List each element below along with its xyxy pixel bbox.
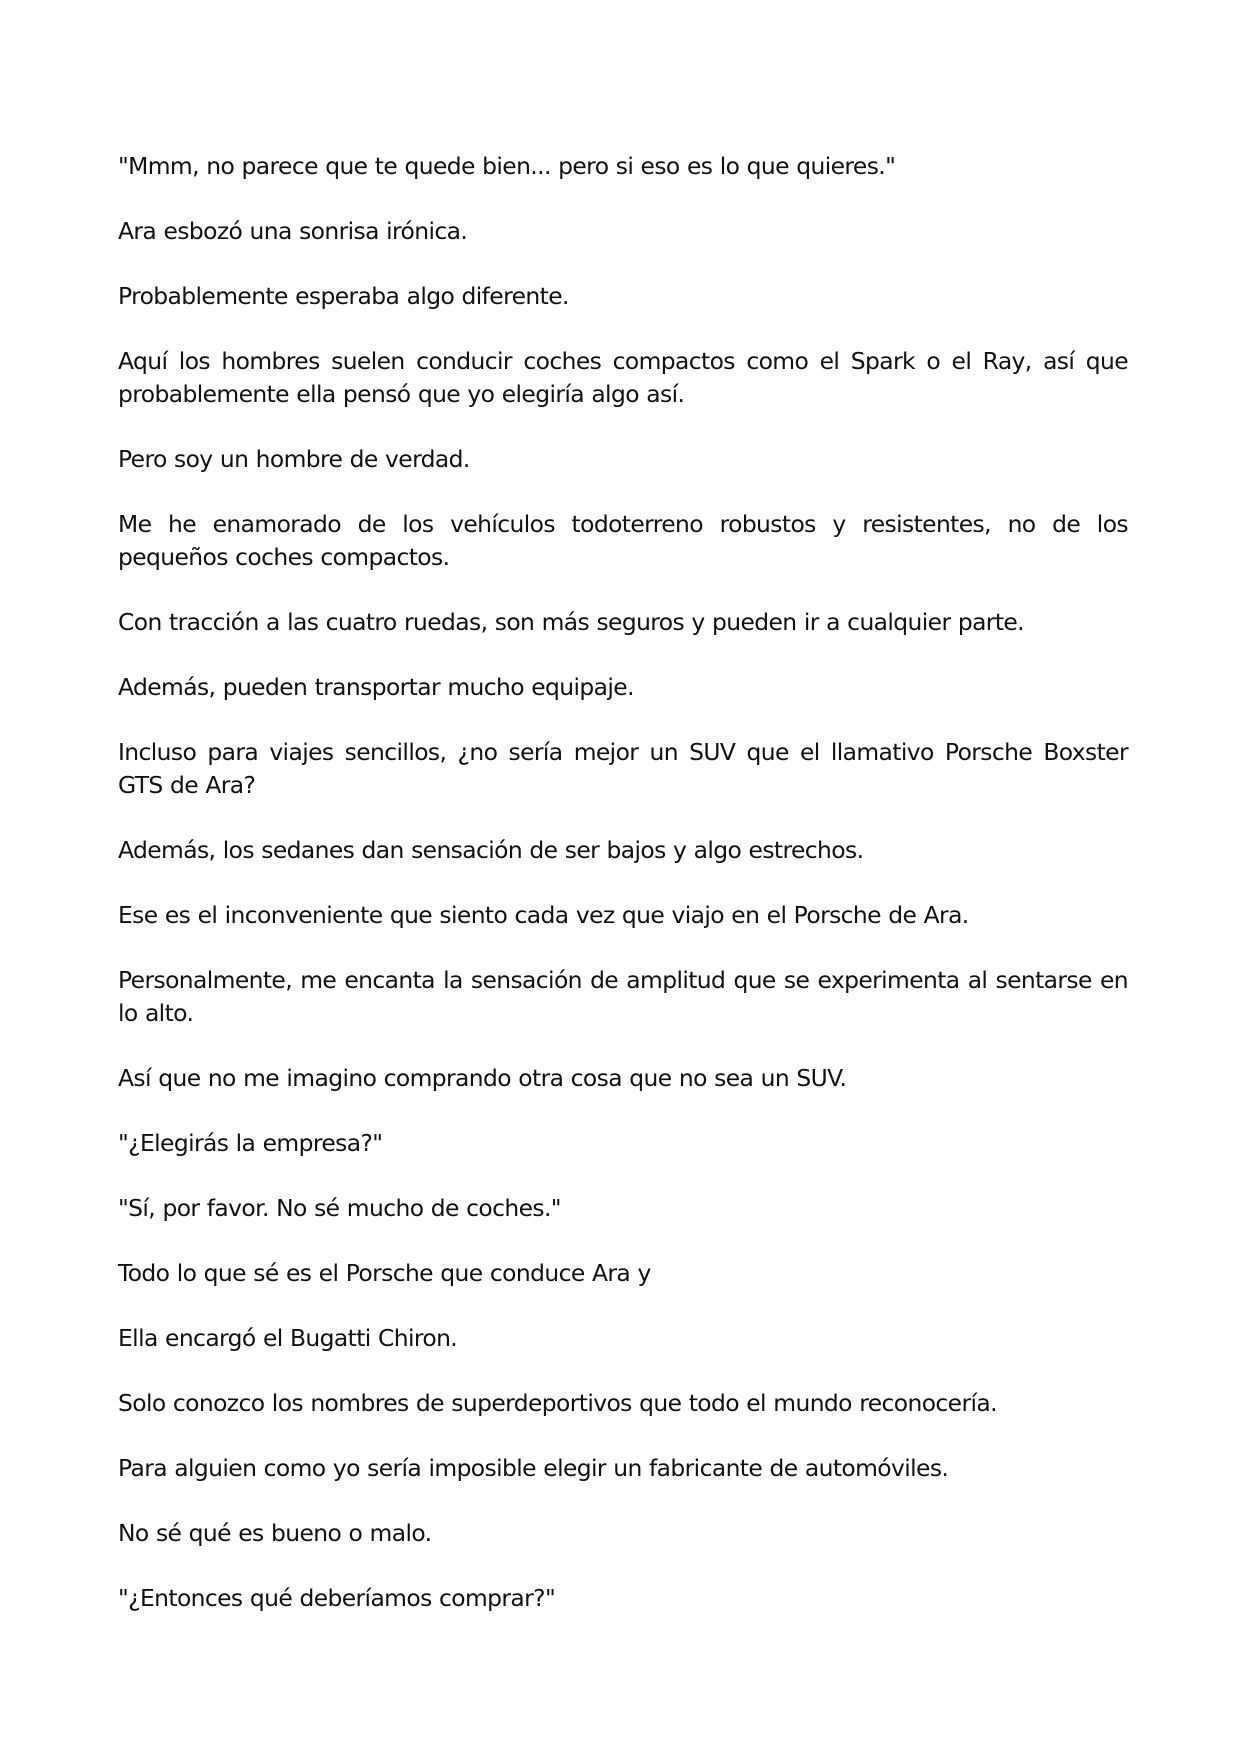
- paragraph: "¿Elegirás la empresa?": [118, 1129, 383, 1157]
- paragraph: Incluso para viajes sencillos, ¿no sería mejor un SUV que el llamativo Porsche Boxster GTS de Ara?: [118, 738, 1128, 799]
- paragraph: Me he enamorado de los vehículos todoterreno robustos y resistentes, no de los pequeños coches compactos.: [118, 510, 1128, 571]
- paragraph: Además, pueden transportar mucho equipaje.: [118, 673, 634, 701]
- paragraph: "Sí, por favor. No sé mucho de coches.": [118, 1194, 561, 1222]
- paragraph: "¿Entonces qué deberíamos comprar?": [118, 1584, 556, 1612]
- paragraph: Solo conozco los nombres de superdeportivos que todo el mundo reconocería.: [118, 1389, 997, 1417]
- paragraph: Pero soy un hombre de verdad.: [118, 445, 470, 473]
- paragraph: Probablemente esperaba algo diferente.: [118, 282, 569, 310]
- paragraph: "Mmm, no parece que te quede bien... pero si eso es lo que quieres.": [118, 152, 896, 180]
- text-body: [118, 150, 1128, 1647]
- paragraph: Con tracción a las cuatro ruedas, son más seguros y pueden ir a cualquier parte.: [118, 608, 1025, 636]
- paragraph: Ese es el inconveniente que siento cada vez que viajo en el Porsche de Ara.: [118, 901, 969, 929]
- paragraph: Aquí los hombres suelen conducir coches compactos como el Spark o el Ray, así que probablemente ella pensó que yo elegiría algo así.: [118, 347, 1128, 408]
- paragraph: Todo lo que sé es el Porsche que conduce Ara y: [118, 1259, 651, 1287]
- paragraph: Ara esbozó una sonrisa irónica.: [118, 217, 468, 245]
- paragraph: Así que no me imagino comprando otra cosa que no sea un SUV.: [118, 1064, 847, 1092]
- paragraph: Para alguien como yo sería imposible elegir un fabricante de automóviles.: [118, 1454, 949, 1482]
- paragraph: No sé qué es bueno o malo.: [118, 1519, 432, 1547]
- paragraph: Ella encargó el Bugatti Chiron.: [118, 1324, 458, 1352]
- paragraph: Además, los sedanes dan sensación de ser bajos y algo estrechos.: [118, 836, 864, 864]
- paragraph: Personalmente, me encanta la sensación de amplitud que se experimenta al sentarse en lo alto.: [118, 966, 1128, 1027]
